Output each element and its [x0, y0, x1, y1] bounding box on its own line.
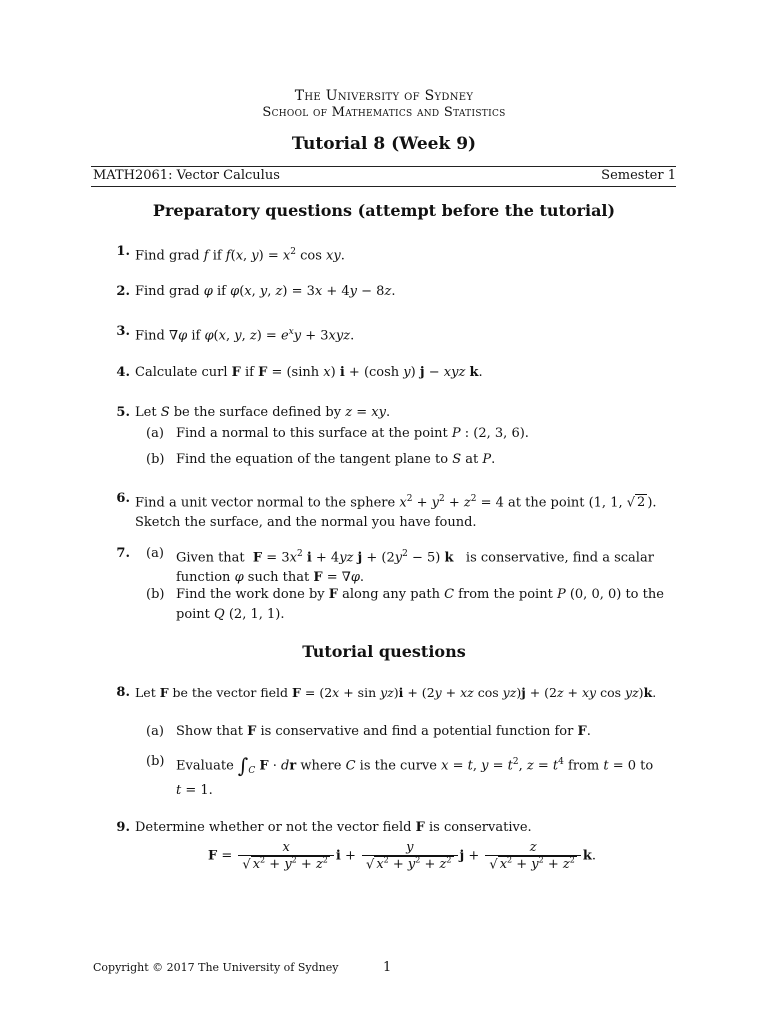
section-tutorial: Tutorial questions: [302, 642, 466, 661]
semester-label: Semester 1: [601, 168, 676, 183]
course-code: MATH2061: Vector Calculus: [93, 168, 280, 183]
question-number: 5.: [116, 405, 130, 420]
school-name: School of Mathematics and Statistics: [262, 105, 506, 120]
question-text: Find a unit vector normal to the sphere $x^2 + y^2 + z^2 = 4$ at the point (1, 1, √ 2 ). Sketch the surface, and the normal you have found.: [135, 494, 657, 531]
university-name: The University of Sydney: [294, 88, 474, 104]
question-number: 2.: [116, 284, 130, 299]
copyright-notice: Copyright © 2017 The University of Sydney: [93, 961, 339, 974]
question-number: 1.: [116, 244, 130, 259]
question-9-formula: F = $\frac{x}{√ x^2 + y^2 + z^2}$ i + $\frac{y}{√ x^2 + y^2 + z^2}$ j + $\frac{z}{√ x^2 + y^2 + z^2}$ k.: [208, 840, 597, 873]
header-rule-top: [91, 166, 676, 167]
question-text: Calculate curl F if F = (sinh x) i + (cosh y) j − xyz k.: [135, 365, 483, 380]
header-rule-bottom: [91, 186, 676, 187]
question-text: Find grad φ if φ(x, y, z) = 3x + 4y − 8z.: [135, 284, 396, 299]
question-number: 7.: [116, 546, 130, 561]
page-title: Tutorial 8 (Week 9): [291, 134, 477, 154]
question-text: Find ∇φ if φ(x, y, $z) = e^xy + 3xyz$.: [135, 327, 355, 344]
question-number: 3.: [116, 324, 130, 339]
question-number: 4.: [116, 365, 130, 380]
question-text: Let F be the vector field F = (2x + sin yz)i + (2y + xz cos yz)j + (2z + xy cos yz)k.: [135, 685, 657, 700]
section-preparatory: Preparatory questions (attempt before the tutorial): [152, 201, 616, 220]
question-number: 9.: [116, 820, 130, 835]
page-number: 1: [383, 960, 392, 975]
question-number: 6.: [116, 491, 130, 506]
question-text: Determine whether or not the vector field F is conservative.: [135, 820, 532, 835]
question-number: 8.: [116, 685, 130, 700]
question-text: Let S be the surface defined by z = xy.: [135, 405, 391, 420]
question-text: Find grad f if f(x, $y) = x^2$ cos xy.: [135, 247, 345, 264]
